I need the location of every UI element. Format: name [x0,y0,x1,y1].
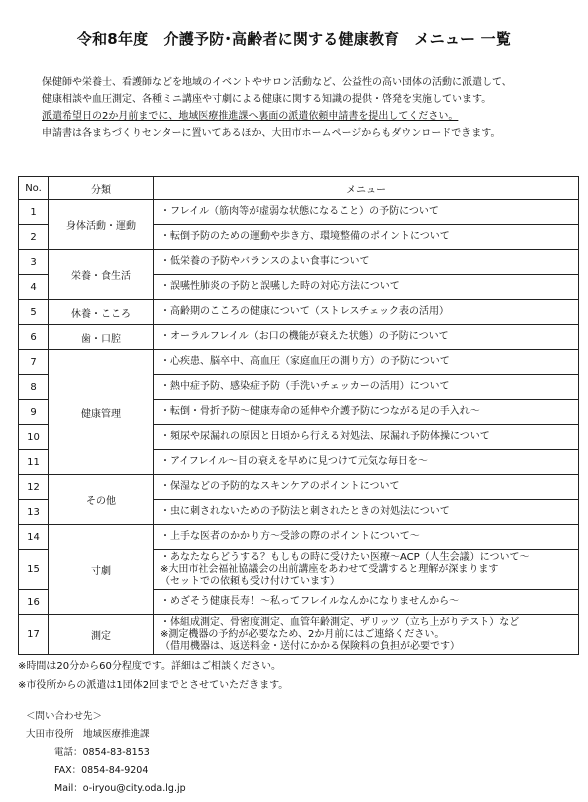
intro-line: 申請書は各まちづくりセンターに置いてあるほか、大田市ホームページからもダウンロードできます。 [42,128,501,139]
contact-phone: 電話：0854-83-8153 [54,747,150,758]
row-number: 10 [19,425,49,450]
menu-item: ・低栄養の予防やバランスのよい食事について [154,250,579,275]
note-time: ※時間は20分から60分程度です。詳細はご相談ください。 [18,661,282,672]
row-number: 3 [19,250,49,275]
category-cell: 栄養・食生活 [49,250,154,300]
table-row [19,350,579,375]
menu-item-note: ※測定機器の予約が必要なため、2か月前にはご連絡ください。 [160,628,445,640]
contact-office: 大田市役所 地域医療推進課 [26,729,150,740]
header-category: 分類 [49,177,154,200]
row-number: 16 [19,590,49,615]
table-row [19,615,579,655]
menu-item: ・熱中症予防、感染症予防（手洗いチェッカーの活用）について [154,375,579,400]
menu-table [18,176,579,655]
table-row [19,325,579,350]
table-row [19,250,579,275]
menu-item [154,615,579,655]
menu-item-line: ・あなたならどうする？もしもの時に受けたい医療～ACP（人生会議）について～ [160,551,530,563]
row-number: 4 [19,275,49,300]
row-number: 2 [19,225,49,250]
menu-item [154,550,579,590]
row-number: 1 [19,200,49,225]
category-cell: 休養・こころ [49,300,154,325]
menu-item: ・フレイル（筋肉等が虚弱な状態になること）の予防について [154,200,579,225]
menu-item: ・誤嚥性肺炎の予防と誤嚥した時の対応方法について [154,275,579,300]
row-number: 5 [19,300,49,325]
category-cell: 健康管理 [49,350,154,475]
category-cell: その他 [49,475,154,525]
menu-item: ・上手な医者のかかり方～受診の際のポイントについて～ [154,525,579,550]
menu-item: ・転倒予防のための運動や歩き方、環境整備のポイントについて [154,225,579,250]
category-cell: 測定 [49,615,154,655]
row-number: 13 [19,500,49,525]
menu-item: ・転倒・骨折予防～健康寿命の延伸や介護予防につながる足の手入れ～ [154,400,579,425]
table-row [19,300,579,325]
menu-item-note: ※大田市社会福祉協議会の出前講座をあわせて受講すると理解が深まります [160,563,499,575]
contact-heading: ＜問い合わせ先＞ [26,711,103,722]
page-title: 令和8年度 介護予防･高齢者に関する健康教育 メニュー 一覧 [76,30,512,48]
category-cell: 歯・口腔 [49,325,154,350]
menu-item-note: （セットでの依頼も受け付けています） [160,575,340,587]
row-number: 8 [19,375,49,400]
table-row [19,475,579,500]
contact-fax: FAX：0854-84-9204 [54,765,149,776]
menu-item: ・高齢期のこころの健康について（ストレスチェック表の活用） [154,300,579,325]
contact-block [26,708,186,798]
menu-item: ・心疾患、脳卒中、高血圧（家庭血圧の測り方）の予防について [154,350,579,375]
row-number: 11 [19,450,49,475]
category-cell: 身体活動・運動 [49,200,154,250]
row-number: 9 [19,400,49,425]
note-limit: ※市役所からの派遣は1団体2回までとさせていただきます。 [18,680,289,691]
category-cell: 寸劇 [49,525,154,615]
table-row [19,525,579,550]
menu-item: ・虫に刺されないための予防法と刺されたときの対処法について [154,500,579,525]
intro-line: 保健師や栄養士、看護師などを地域のイベントやサロン活動など、公益性の高い団体の活動に派遣して、 [42,77,512,88]
table-row [19,200,579,225]
menu-item: ・めざそう健康長寿！～私ってフレイルなんかになりませんから～ [154,590,579,615]
row-number: 17 [19,615,49,655]
row-number: 15 [19,550,49,590]
notes [18,657,288,695]
table-header-row [19,177,579,200]
intro-line: 健康相談や血圧測定、各種ミニ講座や寸劇による健康に関する知識の提供・啓発を実施しています。 [42,94,492,105]
row-number: 12 [19,475,49,500]
row-number: 14 [19,525,49,550]
intro-deadline-line: 派遣希望日の2か月前までに、地域医療推進課へ裏面の派遣依頼申請書を提出してください。 [42,111,459,122]
menu-item: ・保湿などの予防的なスキンケアのポイントについて [154,475,579,500]
contact-email[interactable]: Mail：o-iryou@city.oda.lg.jp [54,783,186,794]
intro-paragraph [42,74,572,142]
header-menu: メニュー [154,177,579,200]
header-no: No. [19,177,49,200]
row-number: 7 [19,350,49,375]
menu-item-note: （借用機器は、返送料金・送付にかかる保険料の負担が必要です） [160,640,460,652]
row-number: 6 [19,325,49,350]
menu-item: ・オーラルフレイル（お口の機能が衰えた状態）の予防について [154,325,579,350]
menu-item-line: ・体組成測定、骨密度測定、血管年齢測定、ザリッツ（立ち上がりテスト）など [160,616,520,628]
menu-item: ・頻尿や尿漏れの原因と日頃から行える対処法、尿漏れ予防体操について [154,425,579,450]
menu-item: ・アイフレイル～目の衰えを早めに見つけて元気な毎日を～ [154,450,579,475]
